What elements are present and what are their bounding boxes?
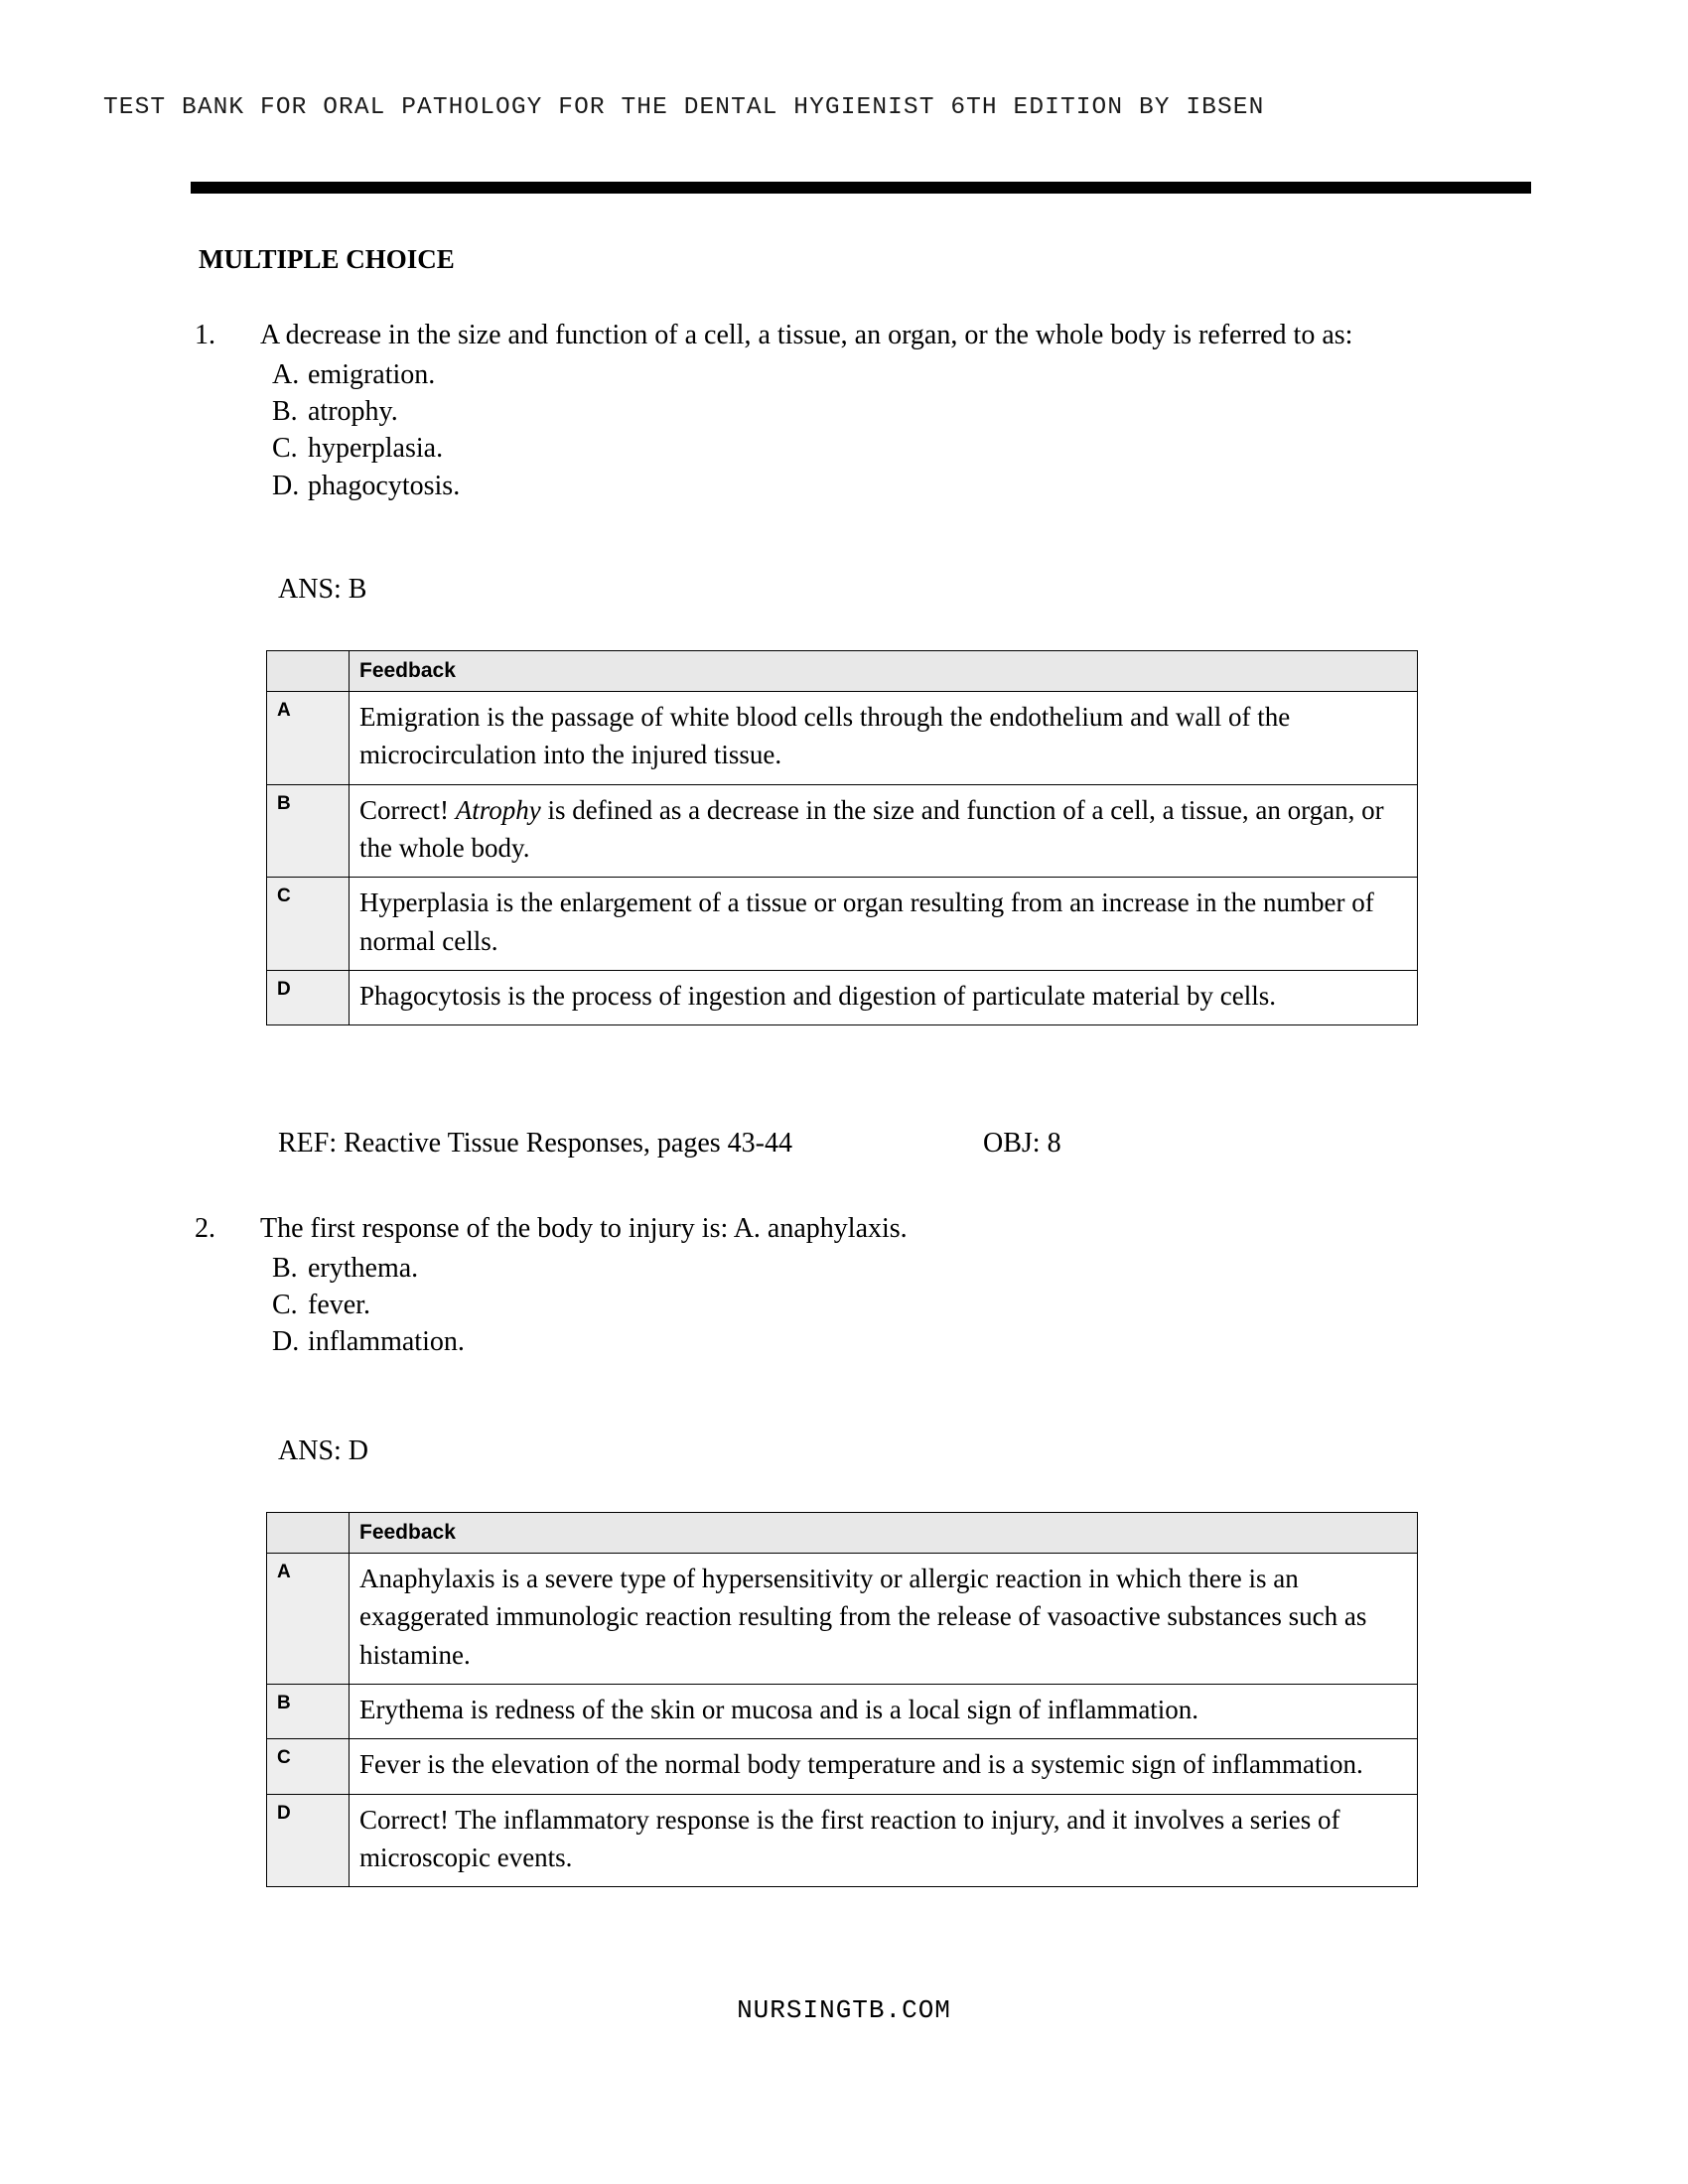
option-item: [272, 1323, 465, 1360]
feedback-text: Emigration is the passage of white blood cells through the endothelium and wall of the microcirculation into the injured tissue.: [350, 692, 1418, 785]
feedback-header-blank: [267, 651, 350, 692]
question-stem: A decrease in the size and function of a cell, a tissue, an organ, or the whole body is referred to as:: [260, 320, 1353, 350]
option-item: [272, 430, 460, 467]
option-text: emigration.: [308, 359, 436, 390]
feedback-text: Anaphylaxis is a severe type of hypersensitivity or allergic reaction in which there is an exaggerated immunologic reaction resulting from the release of vasoactive substances such as histamine.: [350, 1554, 1418, 1685]
table-header-row: [267, 1513, 1418, 1554]
option-text: fever.: [308, 1290, 370, 1321]
table-row: [267, 1739, 1418, 1794]
option-item: [272, 1287, 465, 1323]
feedback-header-label: Feedback: [350, 1513, 1418, 1554]
feedback-letter: D: [267, 970, 350, 1024]
question-number: 1.: [195, 320, 215, 350]
feedback-letter: B: [267, 1684, 350, 1738]
table-row: [267, 1684, 1418, 1738]
feedback-text: Fever is the elevation of the normal body temperature and is a systemic sign of inflammation.: [350, 1739, 1418, 1794]
table-row: [267, 1794, 1418, 1887]
feedback-letter: C: [267, 878, 350, 971]
option-letter: A.: [272, 359, 300, 390]
table-header-row: [267, 651, 1418, 692]
feedback-text: Correct! Atrophy is defined as a decrease in the size and function of a cell, a tissue, an organ, or the whole body.: [350, 784, 1418, 878]
feedback-header-label: Feedback: [350, 651, 1418, 692]
option-item: [272, 356, 460, 393]
feedback-letter: B: [267, 784, 350, 878]
feedback-table: [266, 650, 1418, 1025]
table-row: [267, 1554, 1418, 1685]
objective-line: OBJ: 8: [983, 1128, 1061, 1159]
table-row: [267, 784, 1418, 878]
feedback-text: Hyperplasia is the enlargement of a tissue or organ resulting from an increase in the number of normal cells.: [350, 878, 1418, 971]
feedback-text: Phagocytosis is the process of ingestion and digestion of particulate material by cells.: [350, 970, 1418, 1024]
option-item: [272, 1250, 465, 1287]
option-letter: D.: [272, 470, 300, 501]
feedback-letter: A: [267, 1554, 350, 1685]
option-letter: C.: [272, 1290, 298, 1321]
option-letter: D.: [272, 1326, 300, 1358]
feedback-text: Erythema is redness of the skin or mucosa and is a local sign of inflammation.: [350, 1684, 1418, 1738]
option-list: [272, 356, 460, 504]
option-item: [272, 468, 460, 504]
table-row: [267, 970, 1418, 1024]
feedback-table: [266, 1512, 1418, 1887]
header-divider: [191, 182, 1531, 194]
question-number: 2.: [195, 1213, 215, 1244]
document-header: TEST BANK FOR ORAL PATHOLOGY FOR THE DENTAL HYGIENIST 6TH EDITION BY IBSEN: [103, 94, 1265, 121]
option-text: phagocytosis.: [308, 470, 461, 501]
option-text: erythema.: [308, 1253, 419, 1284]
option-item: [272, 393, 460, 430]
option-text: inflammation.: [308, 1326, 465, 1358]
feedback-letter: C: [267, 1739, 350, 1794]
section-title: MULTIPLE CHOICE: [199, 244, 455, 274]
option-letter: B.: [272, 396, 298, 428]
option-letter: C.: [272, 433, 298, 465]
table-row: [267, 692, 1418, 785]
answer-line: ANS: D: [278, 1435, 369, 1466]
reference-line: REF: Reactive Tissue Responses, pages 43-44: [278, 1128, 792, 1159]
option-text: atrophy.: [308, 396, 398, 428]
answer-line: ANS: B: [278, 574, 367, 605]
feedback-letter: D: [267, 1794, 350, 1887]
table-row: [267, 878, 1418, 971]
feedback-letter: A: [267, 692, 350, 785]
question-stem: The first response of the body to injury is: A. anaphylaxis.: [260, 1213, 908, 1244]
option-text: hyperplasia.: [308, 433, 444, 465]
option-list: [272, 1250, 465, 1361]
option-letter: B.: [272, 1253, 298, 1284]
feedback-text: Correct! The inflammatory response is the first reaction to injury, and it involves a series of microscopic events.: [350, 1794, 1418, 1887]
page-footer: NURSINGTB.COM: [737, 1995, 951, 2025]
feedback-header-blank: [267, 1513, 350, 1554]
